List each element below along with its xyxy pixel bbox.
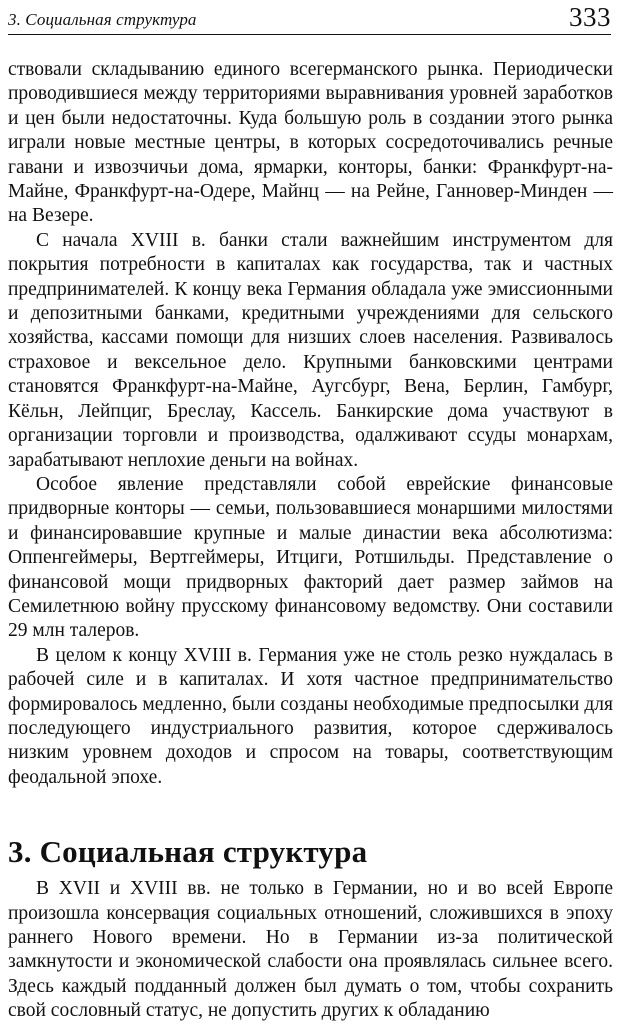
paragraph-summary: В целом к концу XVIII в. Германия уже не столь резко нуждалась в рабочей силе и в капиталах. И хотя частное предпринимательство формировалось медленно, были созданы необходимые предпосылки для последующего индустриального развития, которое сдерживалось низким уровнем доходов и спросом на товары, соответствующим феодальной эпохе.	[8, 644, 613, 788]
section-heading: 3. Социальная структура	[8, 834, 368, 870]
section-paragraph: В XVII и XVIII вв. не только в Германии, но и во всей Европе произошла консервация социальных отношений, сложившихся в эпоху раннего Нового времени. Но в Германии из-за политической замкнутости и экономической слабости она проявлялась сильнее всего. Здесь каждый подданный должен был думать о том, чтобы сохранить свой сословный статус, не допустить других к обладанию	[8, 878, 613, 1022]
paragraph-court-finance: Особое явление представляли собой еврейские финансовые придворные конторы — семьи, пользовавшиеся монаршими милостями и финансировавшие крупные и малые династии века абсолютизма: Оппенгеймеры, Вертгеймеры, Итциги, Ротшильды. Представление о финансовой мощи придворных факторий дает размер займов на Семилетнюю войну прусскому финансовому ведомству. Они составили 29 млн талеров.	[8, 473, 613, 642]
paragraph-banks: С начала XVIII в. банки стали важнейшим инструментом для покрытия потребности в капиталах как государства, так и частных предпринимателей. К концу века Германия обладала уже эмиссионными и депозитными банками, кредитными учреждениями для сельского хозяйства, кассами помощи для низших слоев населения. Развивалось страховое и вексельное дело. Крупными банковскими центрами становятся Франкфурт-на-Майне, Аугсбург, Вена, Берлин, Гамбург, Кёльн, Лейпциг, Бреслау, Кассель. Банкирские дома участвуют в организации торговли и производства, одалживают ссуды монархам, зарабатывают неплохие деньги на войнах.	[8, 229, 613, 471]
running-head-title: 3. Социальная структура	[8, 10, 197, 29]
page-number: 333	[569, 2, 611, 32]
paragraph-continued: ствовали складыванию единого всегерманского рынка. Периодически проводившиеся между территориями выравнивания уровней заработков и цен были недостаточны. Куда большую роль в создании этого рынка играли новые местные центры, в которых сосредоточивались речные гавани и извозчичьи дома, ярмарки, конторы, банки: Франкфурт-на-Майне, Франкфурт-на-Одере, Майнц — на Рейне, Ганновер-Минден — на Везере.	[8, 59, 613, 227]
running-head	[8, 2, 611, 35]
page-body	[8, 58, 613, 1024]
